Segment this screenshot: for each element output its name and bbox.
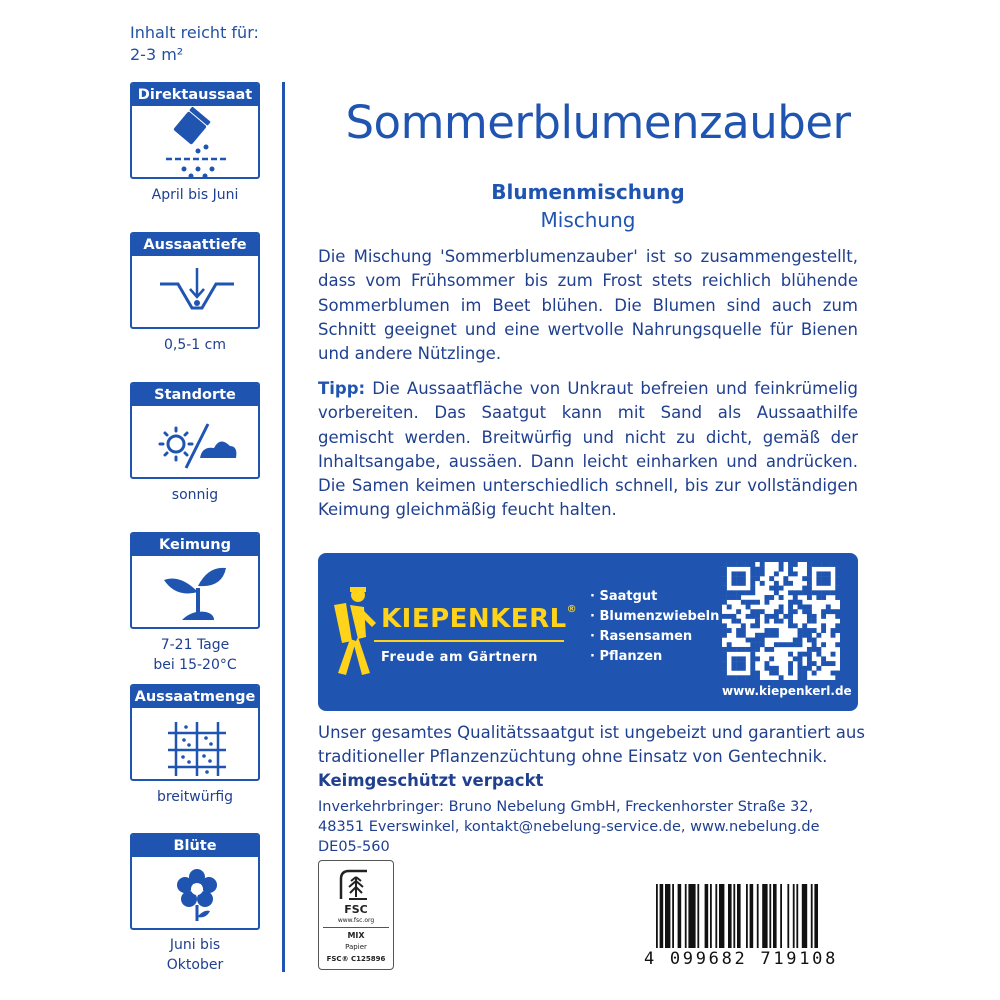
sun-cloud-icon [132,406,260,479]
brand-url[interactable]: www.kiepenkerl.de [722,684,852,698]
caption-line: sonnig [171,487,219,503]
icon-box-keimung [130,532,260,629]
caption-line: 0,5-1 cm [163,337,226,353]
icon-box-standorte [130,382,260,479]
fsc-mix: MIX [347,931,365,940]
caption-line: 7-21 Tage [160,637,230,653]
icon-box-bluete [130,833,260,930]
coverage-value: 2-3 m² [130,45,184,64]
icon-box-aussaatmenge [130,684,260,781]
list-item: · Blumenzwiebeln [590,609,720,624]
icon-caption-aussaattiefe [110,335,280,355]
icon-box-aussaattiefe [130,232,260,329]
icon-caption-keimung [110,635,280,675]
caption-line: Oktober [166,957,224,973]
coverage-info [130,22,259,66]
distributor-address [318,797,878,857]
caption-line: breitwürfig [156,789,234,805]
icon-caption-direktaussaat [110,185,280,205]
fsc-label [318,860,394,970]
list-item: · Rasensamen [590,629,693,644]
tip-text: Die Aussaatfläche von Unkraut befreien und feinkrümelig vorbereiten. Das Saatgut kann mit Sand als Aussaathilfe gemischt werden. Breitwürfig und nicht zu dicht, gemäß der Inhaltsangabe, aussäen. Dann leicht einharken und andrücken. Die Samen keimen unterschiedlich schnell, bis zur vollständigen Keimung gleichmäßig feucht halten. [318,379,858,520]
address-line: 48351 Everswinkel, kontakt@nebelung-service.de, www.nebelung.de [318,819,820,835]
barcode [656,884,854,948]
brand-underline [374,640,564,642]
sprout-icon [132,556,260,629]
sowing-depth-icon [132,256,260,329]
quality-statement [318,721,878,793]
fsc-tree-icon [337,867,375,901]
tip-label: Tipp: [318,379,366,398]
caption-line: bei 15-20°C [153,657,237,673]
icon-box-header: Blüte [132,835,258,857]
icon-box-header: Aussaattiefe [132,234,258,256]
icon-box-direktaussaat [130,82,260,179]
caption-line: April bis Juni [151,187,239,203]
icon-box-header: Keimung [132,534,258,556]
product-type: Mischung [540,208,636,232]
brand-name: KIEPENKERL® [381,604,578,634]
icon-caption-aussaatmenge [110,787,280,807]
list-item: · Saatgut [590,589,658,604]
address-line: Inverkehrbringer: Bruno Nebelung GmbH, Freckenhorster Straße 32, [318,799,814,815]
list-item: · Pflanzen [590,649,663,664]
fsc-code: FSC® C125896 [326,955,386,963]
qr-code-pattern [722,562,840,680]
fsc-url: www.fsc.org [337,917,375,924]
fsc-divider [323,927,389,928]
brand-slogan: Freude am Gärtnern [381,650,538,665]
icon-box-header: Direktaussaat [132,84,258,106]
product-description: Die Mischung 'Sommerblumenzauber' ist so zusammengestellt, dass vom Frühsommer bis zum Frost stets reichlich blühende Sommerblumen im Beet blühen. Die Blumen sind auch zum Schnitt geeignet und eine wertvolle Nahrungsquelle für Bienen und andere Nützlinge. [318,247,858,364]
sowing-tip [318,377,858,523]
coverage-label: Inhalt reicht für: [130,23,259,42]
address-line: DE05-560 [318,839,390,855]
product-subtitle: Blumenmischung [491,180,685,204]
barcode-number: 4 099682 719108 [644,949,839,969]
grid-seeds-icon [132,708,260,781]
product-title: Sommerblumenzauber [345,96,851,149]
quality-bold: Keimgeschützt verpackt [318,771,544,790]
column-divider [282,82,285,972]
caption-line: Juni bis [169,937,221,953]
icon-caption-standorte [110,485,280,505]
icon-caption-bluete [110,935,280,975]
qr-code[interactable] [722,562,840,680]
icon-box-header: Standorte [132,384,258,406]
fsc-paper: Papier [345,943,367,951]
fsc-text: FSC [344,903,368,916]
seed-pouring-icon [132,106,260,179]
brand-panel [318,553,858,711]
hiker-logo-icon [328,583,380,681]
brand-product-list [590,587,719,667]
flower-icon [132,857,260,930]
icon-box-header: Aussaatmenge [132,686,258,708]
quality-text: Unser gesamtes Qualitätssaatgut ist ungebeizt und garantiert aus traditioneller Pflanzenzüchtung ohne Einsatz von Gentechnik. [318,723,865,766]
